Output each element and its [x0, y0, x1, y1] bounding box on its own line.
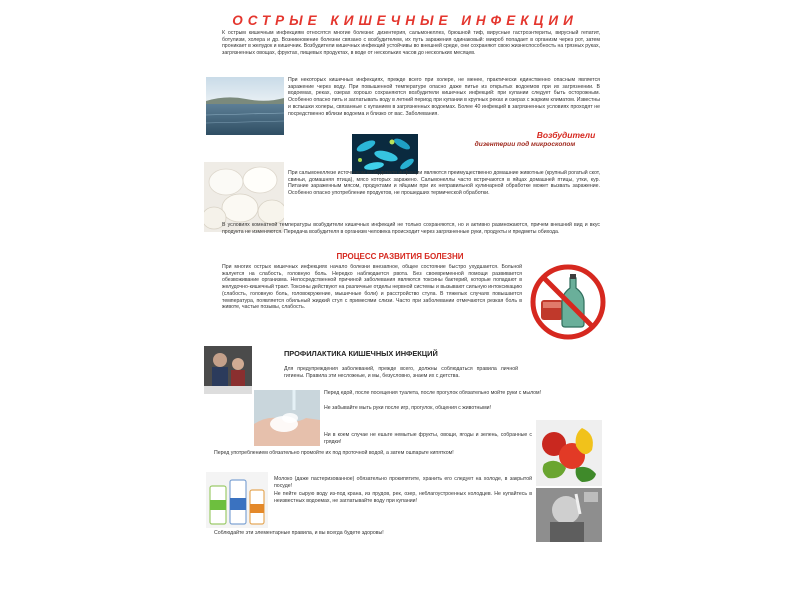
- milk-image: [206, 472, 268, 528]
- drinking-image: [536, 488, 602, 542]
- prevention-text: Для предупреждения заболеваний, прежде всего, должны соблюдаться правила личной гигиены. Правила эти несложные, и мы, безусловно, знаем их с детства.: [284, 366, 518, 379]
- water-rule-text: Не пейте сырую воду из-под крана, из прудов, рек, озер, неблагоустроенных колодцев. Не купайтесь в неизвестных водоемах, не заглатывайте воду при купании!: [274, 491, 532, 504]
- milk-text: Молоко (даже пастеризованное) обязательно прокипятите, хранить его следует на холоде, в закрытой посуде!: [274, 476, 532, 489]
- fruit-text-2: Перед употреблением обязательно промойте их под проточной водой, а затем ошпарьте кипятком!: [214, 450, 454, 456]
- fruit-picture: [536, 420, 602, 486]
- fruit-image: [536, 420, 602, 486]
- pathogen-subheading: дизентерии под микроскопом: [474, 141, 576, 148]
- prevention-heading: ПРОФИЛАКТИКА КИШЕЧНЫХ ИНФЕКЦИЙ: [284, 349, 438, 358]
- intro-text: К острым кишечным инфекциям относятся многие болезни: дизентерия, сальмонеллез, брюшной тиф, вирусные гастроэнтериты, вирусный гепатит, ботулизм, холера и др. Возникновение болезни связано с возбудителем, их путь заражения одинаковый: микроб попадает в организм через рот, затем проникает в желудок и кишечник. Возбудители кишечных инфекций устойчивы во внешней среде, они сохраняют свою жизнеспособность на грязных руках, загрязненных овощах, фруктах, пищевых продуктах, в воде от нескольких часов до нескольких месяцев.: [222, 30, 600, 57]
- process-heading: ПРОЦЕСС РАЗВИТИЯ БОЛЕЗНИ: [336, 252, 464, 261]
- eggs-text: При сальмонеллезе источником возбудителя инфекции являются преимущественно домашние животные (крупный рогатый скот, свиньи, домашняя птица), мясо которых заражено. Сальмонеллы часто встречаются в яйцах домашней птицы, утки, кур. Питание зараженным мясом, продуктами и яйцами при их неправильной кулинарной обработке может вызвать заражение. Особенно опасно употребление продуктов, не прошедших термической обработки.: [288, 170, 600, 197]
- drinking-picture: [536, 488, 602, 542]
- water-text: При некоторых кишечных инфекциях, прежде всего при холере, не менее, практически единственно опасным является заражение через воду. При повышенной температуре опасно даже питье из открытых водоемов при их загрязнении. В водоемах, реках, озерах хорошо сохраняются возбудители кишечных инфекций: при купании следует быть осторожным. Особенно опасно пить и заглатывать воду в летний период при купании в крупных реках и озерах с жарким климатом. Известны и вспышки холеры, связанные с купанием в загрязненных водоемах. Более 40 инфекций в загрязненных условиях проходят не посредственно вблизи водоема и близко от вас. Заболевания.: [288, 77, 600, 117]
- children-picture: [204, 346, 252, 394]
- handwash-picture: [254, 390, 320, 446]
- bacteria-image: [352, 134, 418, 174]
- footer-text: Соблюдайте эти элементарные правила, и вы всегда будете здоровы!: [214, 530, 384, 536]
- poster: [200, 0, 610, 600]
- handwash-image: [254, 390, 320, 446]
- prohibition-sign-icon: [528, 262, 608, 342]
- hands-text-1: Перед едой, после посещения туалета, после прогулок обязательно мойте руки с мылом!: [324, 390, 542, 396]
- milk-picture: [206, 472, 268, 528]
- lake-picture: [206, 77, 284, 135]
- hands-text-2: Не забывайте мыть руки после игр, прогулок, общения с животными!: [324, 405, 491, 411]
- pathogen-heading: Возбудители: [536, 130, 596, 140]
- process-text: При многих острых кишечных инфекциях начало болезни внезапное, общее состояние быстро ухудшается. Больной жалуется на слабость, головную боль. Нередко наблюдается рвота. Без своевременной помощи развивается обезвоживание организма. Непосредственной причиной заболевания являются токсины бактерий, которые попадают в желудочно-кишечный тракт. Токсины действуют на различные отделы нервной системы и вызывают сильную интоксикацию (слабость, головную боль, головокружение, мышечные боли) и расстройство стула. В тяжелых случаях повышается температура, появляется обильный жидкий стул с примесями слизи. Часто при заболевании отмечаются резкая боль в животе, частые позывы, слабость.: [222, 264, 522, 311]
- poster-title: ОСТРЫЕ КИШЕЧНЫЕ ИНФЕКЦИИ: [232, 13, 578, 28]
- bacteria-picture: [352, 134, 418, 174]
- no-raw-food-badge: [528, 262, 608, 342]
- lake-image: [206, 77, 284, 135]
- children-image: [204, 346, 252, 394]
- food-text: В условиях комнатной температуры возбудители кишечных инфекций не только сохраняются, но и активно размножаются, причем внешний вид и вкус продукта не изменяются. Передача возбудителя в организм человека происходит через загрязненные руки, продукты и предметы обихода.: [222, 222, 600, 235]
- fruit-text: Ни в коем случае не ешьте немытые фрукты, овощи, ягоды и зелень, собранные с грядки!: [324, 432, 532, 445]
